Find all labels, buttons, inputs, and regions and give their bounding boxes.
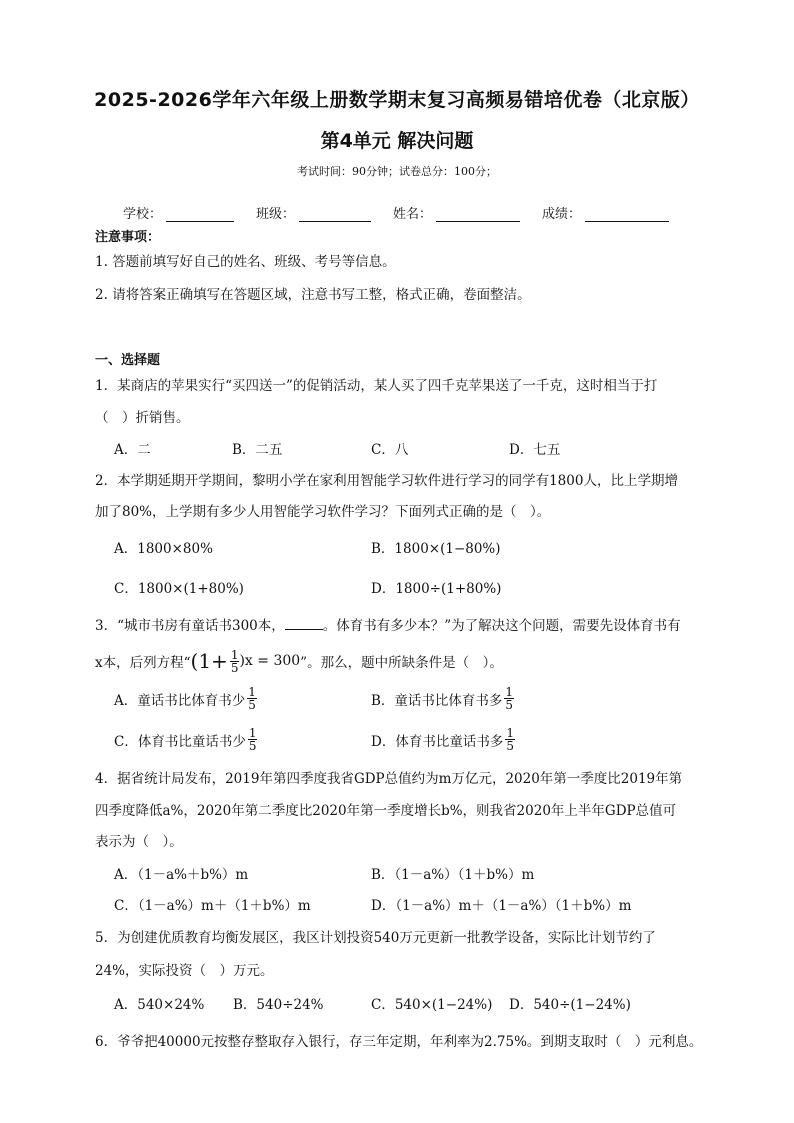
q3-option-c-text: C．体育书比童话书少	[114, 733, 246, 750]
q5-option-d[interactable]: D．540÷(1−24%)	[509, 997, 631, 1013]
q3-option-d-text: D．体育书比童话书多	[371, 733, 504, 750]
name-label: 姓名：	[393, 207, 433, 222]
q3-equation	[191, 649, 301, 674]
q3-option-a-denominator: 5	[248, 698, 256, 712]
q3-option-b-fraction	[504, 686, 514, 711]
q3-option-d[interactable]	[371, 727, 515, 752]
name-field	[393, 203, 520, 222]
q1-option-b[interactable]: B．二五	[232, 442, 283, 458]
school-label: 学校：	[123, 207, 163, 222]
q4-option-d[interactable]: D．（1－a%）m＋（1－a%）（1＋b%）m	[371, 898, 632, 914]
note-item-1: 1. 答题前填写好自己的姓名、班级、考号等信息。	[95, 254, 396, 270]
q3-option-a-fraction	[247, 686, 257, 711]
q2-option-a[interactable]: A．1800×80%	[114, 541, 213, 557]
q4-line1: 4．据省统计局发布，2019年第四季度我省GDP总值约为m万亿元，2020年第一季度比2019年第	[95, 771, 683, 787]
q3-line2-end: ”。那么，题中所缺条件是（ ）。	[300, 655, 503, 671]
score-blank[interactable]	[585, 207, 669, 222]
section-heading: 一、选择题	[95, 353, 161, 368]
q2-option-d[interactable]: D．1800÷(1+80%)	[371, 581, 502, 597]
q2-line1: 2．本学期延期开学期间，黎明小学在家利用智能学习软件进行学习的同学有1800人，比上学期增	[95, 473, 678, 489]
class-label: 班级：	[256, 207, 296, 222]
q4-option-c[interactable]: C．（1－a%）m＋（1＋b%）m	[114, 898, 311, 914]
note-item-2: 2. 请将答案正确填写在答题区域，注意书写工整，格式正确，卷面整洁。	[95, 287, 531, 303]
q3-eq-fraction	[230, 649, 240, 674]
q3-eq-denominator: 5	[230, 660, 239, 675]
q2-option-b[interactable]: B．1800×(1−80%)	[371, 541, 501, 557]
q3-eq-close: )x = 300	[239, 653, 301, 669]
q4-option-a[interactable]: A．（1－a%＋b%）m	[114, 867, 249, 883]
q4-option-b[interactable]: B．（1－a%）（1＋b%）m	[371, 867, 535, 883]
q3-option-a-text: A．童话书比体育书少	[114, 692, 246, 709]
q3-line1-start: 3．“城市书房有童话书300本，	[95, 618, 285, 634]
q3-option-c[interactable]	[114, 727, 257, 752]
score-field	[542, 203, 669, 222]
q3-eq-open: (1+	[190, 649, 228, 673]
exam-subtitle: 第4单元 解决问题	[320, 130, 474, 152]
notes-heading: 注意事项：	[95, 230, 161, 245]
q3-eq-numerator: 1	[230, 647, 239, 662]
exam-meta: 考试时间：90分钟；试卷总分：100分；	[297, 165, 497, 178]
score-label: 成绩：	[542, 207, 582, 222]
q6-line1: 6．爷爷把40000元按整存整取存入银行，存三年定期，年利率为2.75%。到期支取时（ ）元利息。	[95, 1034, 703, 1050]
class-field	[256, 203, 371, 222]
q3-option-b-numerator: 1	[505, 685, 514, 699]
student-info-row	[123, 203, 691, 222]
q3-option-a[interactable]	[114, 686, 257, 711]
q2-line2: 加了80%，上学期有多少人用智能学习软件学习？下面列式正确的是（ ）。	[95, 504, 551, 520]
q4-line2: 四季度降低a%，2020年第二季度比2020年第一季度增长b%，则我省2020年上半年GDP总值可	[95, 803, 677, 819]
class-blank[interactable]	[299, 207, 371, 222]
q3-line1-end: 。体育书有多少本？”为了解决这个问题，需要先设体育书有	[322, 618, 681, 634]
q3-option-d-fraction	[505, 727, 515, 752]
q1-line1: 1．某商店的苹果实行“买四送一”的促销活动，某人买了四千克苹果送了一千克，这时相当于打	[95, 378, 658, 394]
q3-option-c-numerator: 1	[248, 726, 257, 740]
q5-option-a[interactable]: A．540×24%	[114, 997, 205, 1013]
q5-line1: 5．为创建优质教育均衡发展区，我区计划投资540万元更新一批教学设备，实际比计划节约了	[95, 930, 656, 946]
q3-option-a-numerator: 1	[248, 685, 256, 699]
q5-option-b[interactable]: B．540÷24%	[233, 997, 324, 1013]
school-field	[123, 203, 234, 222]
q3-answer-blank	[285, 617, 323, 630]
q1-line2: （ ）折销售。	[95, 410, 190, 426]
q3-option-d-denominator: 5	[506, 739, 514, 753]
q3-option-b-denominator: 5	[505, 698, 514, 712]
q3-line1	[95, 614, 681, 634]
name-blank[interactable]	[436, 207, 520, 222]
q4-line3: 表示为（ ）。	[95, 834, 183, 850]
q5-option-c[interactable]: C．540×(1−24%)	[371, 997, 493, 1013]
q1-option-c[interactable]: C．八	[371, 442, 409, 458]
q3-option-d-numerator: 1	[506, 726, 514, 740]
school-blank[interactable]	[166, 207, 234, 222]
q1-option-a[interactable]: A．二	[114, 442, 151, 458]
q2-option-c[interactable]: C．1800×(1+80%)	[114, 581, 244, 597]
exam-title: 2025-2026学年六年级上册数学期末复习高频易错培优卷（北京版）	[94, 89, 700, 111]
q5-line2: 24%，实际投资（ ）万元。	[95, 963, 274, 979]
q1-option-d[interactable]: D．七五	[509, 442, 561, 458]
q3-option-c-denominator: 5	[248, 739, 257, 753]
q3-option-b-text: B．童话书比体育书多	[371, 692, 503, 709]
q3-option-c-fraction	[248, 727, 258, 752]
q3-line2-start: x本，后列方程“	[95, 655, 191, 671]
q3-option-b[interactable]	[371, 686, 514, 711]
q3-line2	[95, 646, 503, 676]
